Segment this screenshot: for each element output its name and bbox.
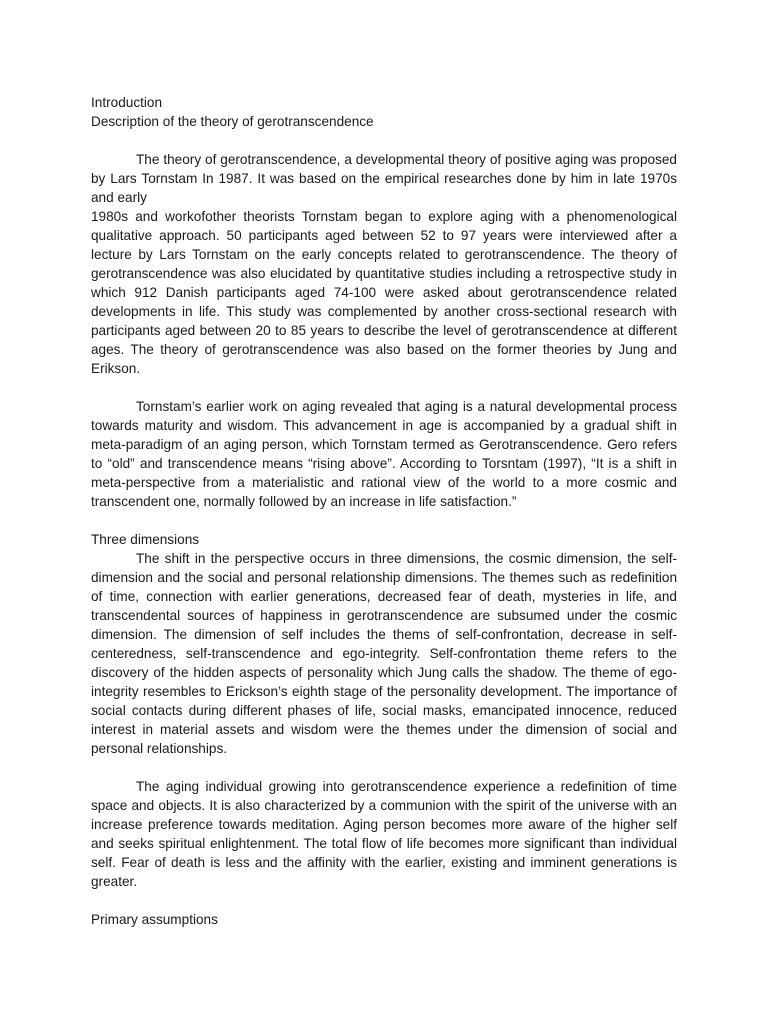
dimensions-paragraph-1: The shift in the perspective occurs in three dimensions, the cosmic dimension, the self-dimension and the social and personal relationship dimensions. The themes such as redefinition of time, connection with earlier generations, decreased fear of death, mysteries in life, and transcendental sources of happiness in gerotranscendence are subsumed under the cosmic dimension. The dimension of self includes the thems of self-confrontation, decrease in self-centeredness, self-transcendence and ego-integrity. Self-confrontation theme refers to the discovery of the hidden aspects of personality which Jung calls the shadow. The theme of ego-integrity resembles to Erickson’s eighth stage of the personality development. The importance of social contacts during different phases of life, social masks, emancipated innocence, reduced interest in material assets and wisdom were the themes under the dimension of social and personal relationships. (91, 551, 677, 756)
document-title: Introduction (91, 95, 163, 110)
section-heading-assumptions: Primary assumptions (91, 912, 218, 927)
paragraph-spacer (91, 758, 677, 777)
paragraph-spacer (91, 891, 677, 910)
paragraph-spacer (91, 378, 677, 397)
dimensions-paragraph-2: The aging individual growing into gerotranscendence experience a redefinition of time space and objects. It is also characterized by a communion with the spirit of the universe with an increase preference towards meditation. Aging person becomes more aware of the higher self and seeks spiritual enlightenment. The total flow of life becomes more significant than individual self. Fear of death is less and the affinity with the earlier, existing and imminent generations is greater. (91, 779, 677, 889)
section-heading-dimensions: Three dimensions (91, 532, 200, 547)
paragraph-spacer (91, 511, 677, 530)
document-page (91, 93, 677, 929)
intro-paragraph-1b: 1980s and workofother theorists Tornstam began to explore aging with a phenomenological qualitative approach. 50 participants aged between 52 to 97 years were interviewed after a lecture by Lars Tornstam on the early concepts related to gerotranscendence. The theory of gerotranscendence was also elucidated by quantitative studies including a retrospective study in which 912 Danish participants aged 74-100 were asked about gerotranscendence related developments in life. This study was complemented by another cross-sectional research with participants aged between 20 to 85 years to describe the level of gerotranscendence at different ages. The theory of gerotranscendence was also based on the former theories by Jung and Erikson. (91, 209, 677, 376)
paragraph-spacer (91, 131, 677, 150)
intro-paragraph-2: Tornstam’s earlier work on aging revealed that aging is a natural developmental process towards maturity and wisdom. This advancement in age is accompanied by a gradual shift in meta-paradigm of an aging person, which Tornstam termed as Gerotranscendence. Gero refers to “old” and transcendence means “rising above”. According to Torsntam (1997), “It is a shift in meta-perspective from a materialistic and rational view of the world to a more cosmic and transcendent one, normally followed by an increase in life satisfaction.” (91, 399, 677, 509)
intro-paragraph-1a: The theory of gerotranscendence, a developmental theory of positive aging was proposed by Lars Tornstam In 1987. It was based on the empirical researches done by him in late 1970s and early (91, 152, 677, 205)
document-subtitle: Description of the theory of gerotranscendence (91, 114, 374, 129)
